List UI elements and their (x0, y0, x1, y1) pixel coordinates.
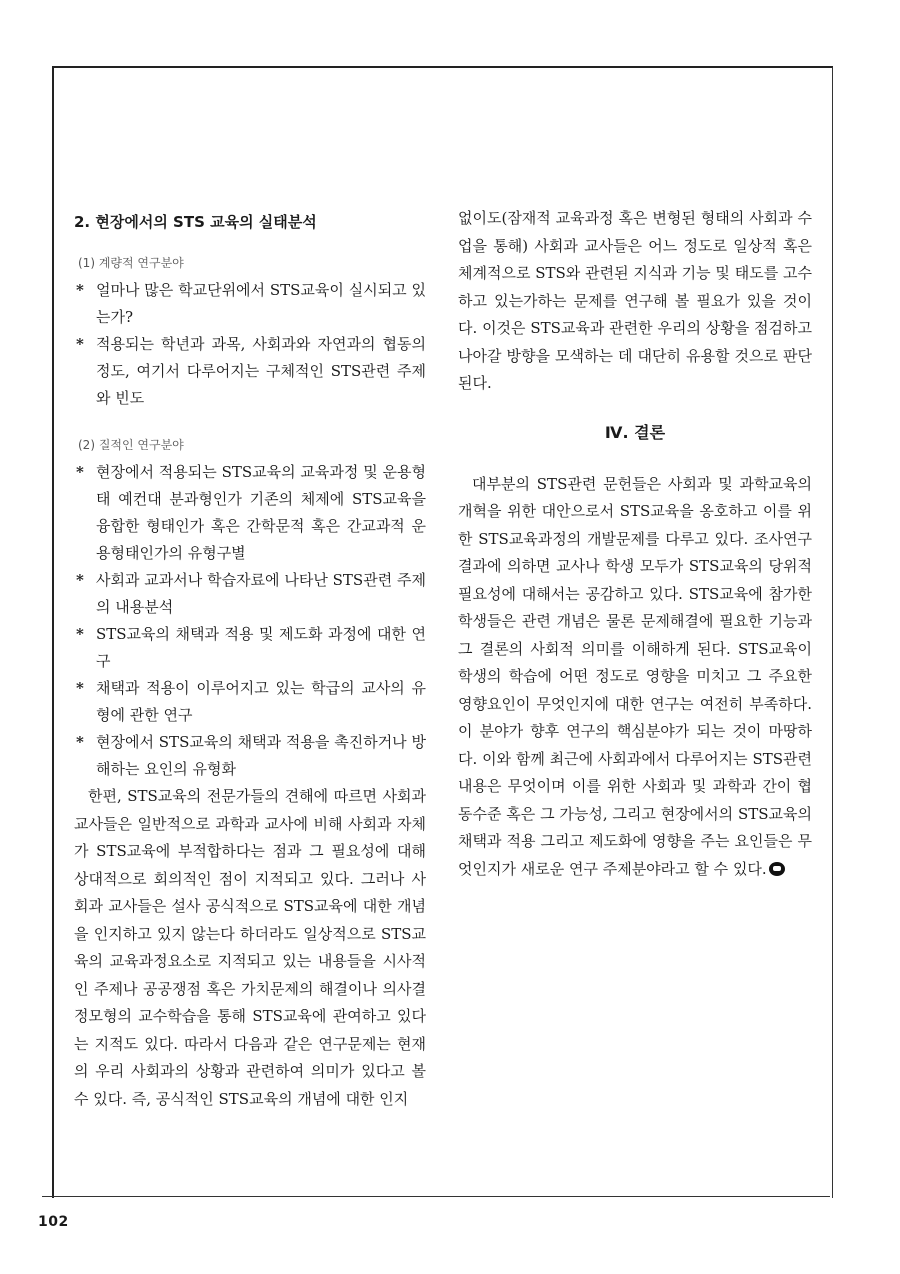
section-heading: 2. 현장에서의 STS 교육의 실태분석 (74, 213, 317, 231)
bullet-item: * STS교육의 채택과 적용 및 제도화 과정에 대한 연구 (74, 621, 426, 675)
asterisk-icon: * (76, 625, 84, 643)
chapter-heading: Ⅳ. 결론 (604, 422, 666, 442)
bullet-item: * 현장에서 STS교육의 채택과 적용을 촉진하거나 방해하는 요인의 유형화 (74, 729, 426, 783)
bullet-item: * 적용되는 학년과 과목, 사회과와 자연과의 협동의 정도, 여기서 다루어지는 구체적인 STS관련 주제와 빈도 (74, 331, 426, 412)
body-paragraph: 한편, STS교육의 전문가들의 견해에 따르면 사회과 교사들은 일반적으로 과학과 교사에 비해 사회과 자체가 STS교육에 부적합하다는 점과 그 필요성에 대해 상대적으로 회의적인 점이 지적되고 있다. 그러나 사회과 교사들은 설사 공식적으로 STS교육에 대한 개념을 인지하고 있지 않는다 하더라도 일상적으로 STS교육의 교육과정요소로 지적되고 있는 내용들을 시사적인 주제나 공공쟁점 혹은 가치문제의 해결이나 의사결정모형의 교수학습을 통해 STS교육에 관여하고 있다는 지적도 있다. 따라서 다음과 같은 연구문제는 현재의 우리 사회과의 상황과 관련하여 의미가 있다고 볼 수 있다. 즉, 공식적인 STS교육의 개념에 대한 인지 (74, 787, 426, 1108)
sub-heading-qualitative: (2) 질적인 연구분야 (78, 438, 184, 452)
end-of-article-icon (769, 862, 785, 876)
conclusion-paragraph: 대부분의 STS관련 문헌들은 사회과 및 과학교육의 개혁을 위한 대안으로서 STS교육을 옹호하고 이를 위한 STS교육과정의 개발문제를 다루고 있다. 조사연구 결과에 의하면 교사나 학생 모두가 STS교육의 당위적 필요성에 대해서는 공감하고 있다. STS교육에 참가한 학생들은 관련 개념은 물론 문제해결에 필요한 기능과 그 결론의 사회적 의미를 이해하게 된다. STS교육이 학생의 학습에 어떤 정도로 영향을 미치고 그 주요한 영향요인이 무엇인지에 대한 연구는 여전히 부족하다. 이 분야가 향후 연구의 핵심분야가 되는 것이 마땅하다. 이와 함께 최근에 사회과에서 다루어지는 STS관련 내용은 무엇이며 이를 위한 사회과 및 과학과 간이 협동수준 혹은 그 가능성, 그리고 현장에서의 STS교육의 채택과 적용 그리고 제도화에 영향을 주는 요인들은 무엇인지가 새로운 연구 주제분야라고 할 수 있다. (458, 474, 812, 878)
right-column (458, 205, 812, 883)
bullet-item: * 현장에서 적용되는 STS교육의 교육과정 및 운용형태 예컨대 분과형인가 기존의 체제에 STS교육을 융합한 형태인가 혹은 간학문적 혹은 간교과적 운용형태인가의 유형구별 (74, 459, 426, 567)
continuation-paragraph: 없이도(잠재적 교육과정 혹은 변형된 형태의 사회과 수업을 통해) 사회과 교사들은 어느 정도로 일상적 혹은 체계적으로 STS와 관련된 지식과 기능 및 태도를 고수하고 있는가하는 문제를 연구해 볼 필요가 있을 것이다. 이것은 STS교육과 관련한 우리의 상황을 점검하고 나아갈 방향을 모색하는 데 대단히 유용할 것으로 판단된다. (458, 209, 812, 392)
page-number: 102 (38, 1214, 69, 1230)
asterisk-icon: * (76, 571, 84, 589)
left-column (74, 205, 426, 1113)
frame-bottom-rule (42, 1196, 830, 1197)
asterisk-icon: * (76, 679, 84, 697)
bullet-item: * 사회과 교과서나 학습자료에 나타난 STS관련 주제의 내용분석 (74, 567, 426, 621)
asterisk-icon: * (76, 281, 84, 299)
bullet-item: * 채택과 적용이 이루어지고 있는 학급의 교사의 유형에 관한 연구 (74, 675, 426, 729)
bullet-item: * 얼마나 많은 학교단위에서 STS교육이 실시되고 있는가? (74, 277, 426, 331)
sub-heading-quantitative: (1) 계량적 연구분야 (78, 256, 184, 270)
asterisk-icon: * (76, 463, 84, 481)
asterisk-icon: * (76, 733, 84, 751)
asterisk-icon: * (76, 335, 84, 353)
